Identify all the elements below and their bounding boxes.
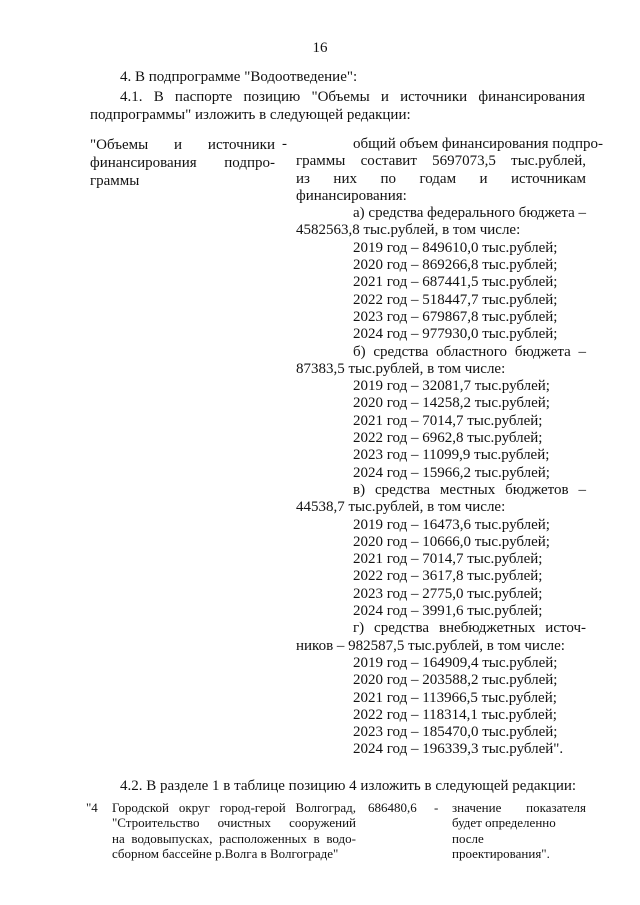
funding-line: б) средства областного бюджета – — [353, 343, 586, 360]
description-line-3: на водовыпусках, расположенных в водо- — [112, 830, 356, 846]
passport-label — [90, 136, 275, 190]
funding-line: 44538,7 тыс.рублей, в том числе: — [296, 499, 506, 516]
table-row-amount: 686480,6 — [368, 800, 417, 815]
funding-line: 2021 год – 7014,7 тыс.рублей; — [353, 551, 543, 568]
description-line-4: сборном бассейне р.Волга в Волгограде" — [112, 845, 339, 861]
item-4-2-paragraph: 4.2. В разделе 1 в таблице позицию 4 изложить в следующей редакции: — [120, 778, 577, 794]
item-4-1-line-2: подпрограммы" изложить в следующей редакции: — [90, 107, 411, 123]
funding-line: 2020 год – 869266,8 тыс.рублей; — [353, 257, 558, 274]
funding-line: 2022 год – 118314,1 тыс.рублей; — [353, 706, 557, 723]
note-line-3: проектирования". — [452, 845, 550, 861]
funding-line: общий объем финансирования подпро- — [353, 136, 604, 152]
funding-line: финансирования: — [296, 187, 407, 204]
passport-label-line-2: финансирования подпро- — [90, 155, 275, 171]
description-line-2: "Строительство очистных сооружений — [112, 815, 356, 831]
funding-line: 2023 год – 679867,8 тыс.рублей; — [353, 308, 558, 325]
funding-line: 2024 год – 196339,3 тыс.рублей". — [353, 741, 564, 758]
funding-line: а) средства федерального бюджета – — [353, 205, 586, 222]
funding-line: 2022 год – 6962,8 тыс.рублей; — [353, 430, 543, 447]
funding-line: 2021 год – 113966,5 тыс.рублей; — [353, 689, 557, 706]
funding-line: в) средства местных бюджетов – — [353, 481, 586, 498]
table-row-description — [112, 800, 356, 861]
funding-line: граммы составит 5697073,5 тыс.рублей, — [296, 153, 586, 170]
section-heading: 4. В подпрограмме "Водоотведение": — [120, 69, 358, 85]
funding-line: 2022 год – 3617,8 тыс.рублей; — [353, 568, 543, 585]
funding-line: 2021 год – 7014,7 тыс.рублей; — [353, 412, 543, 429]
funding-line: 2020 год – 14258,2 тыс.рублей; — [353, 395, 550, 412]
passport-label-line-3: граммы — [90, 173, 140, 189]
funding-line: 2024 год – 15966,2 тыс.рублей; — [353, 464, 550, 481]
funding-line: 2023 год – 185470,0 тыс.рублей; — [353, 724, 558, 741]
funding-line: 2021 год – 687441,5 тыс.рублей; — [353, 274, 558, 291]
note-line-1: значение показателя — [452, 800, 586, 815]
item-4-1-line-1: 4.1. В паспорте позицию "Объемы и источники финансирования — [120, 89, 585, 105]
funding-line: 2022 год – 518447,7 тыс.рублей; — [353, 291, 558, 308]
table-row-dash: - — [434, 800, 439, 815]
passport-label-line-1: "Объемы и источники — [90, 137, 275, 153]
funding-line: ников – 982587,5 тыс.рублей, в том числе: — [296, 637, 565, 654]
funding-line: 2023 год – 2775,0 тыс.рублей; — [353, 585, 543, 602]
funding-line: из них по годам и источникам — [296, 170, 586, 187]
funding-line: 2019 год – 164909,4 тыс.рублей; — [353, 654, 558, 671]
passport-dash: - — [282, 136, 287, 152]
funding-line: 4582563,8 тыс.рублей, в том числе: — [296, 222, 521, 239]
funding-line: 2019 год – 32081,7 тыс.рублей; — [353, 378, 550, 395]
table-row-note — [452, 800, 586, 861]
funding-line: 2020 год – 203588,2 тыс.рублей; — [353, 672, 558, 689]
funding-line: г) средства внебюджетных источ- — [353, 620, 586, 637]
funding-line: 2020 год – 10666,0 тыс.рублей; — [353, 533, 550, 550]
funding-line: 2024 год – 977930,0 тыс.рублей; — [353, 326, 558, 343]
funding-line: 2024 год – 3991,6 тыс.рублей; — [353, 603, 543, 620]
item-4-1-paragraph — [90, 88, 585, 124]
funding-line: 2019 год – 16473,6 тыс.рублей; — [353, 516, 550, 533]
note-line-2: будет определенно после — [452, 815, 556, 846]
funding-line: 2019 год – 849610,0 тыс.рублей; — [353, 239, 558, 256]
funding-details — [296, 136, 604, 759]
page-number: 16 — [312, 40, 328, 56]
description-line-1: Городской округ город-герой Волгоград, — [112, 800, 356, 815]
funding-line: 87383,5 тыс.рублей, в том числе: — [296, 360, 506, 377]
table-row-number: "4 — [86, 800, 98, 815]
funding-line: 2023 год – 11099,9 тыс.рублей; — [353, 447, 550, 464]
